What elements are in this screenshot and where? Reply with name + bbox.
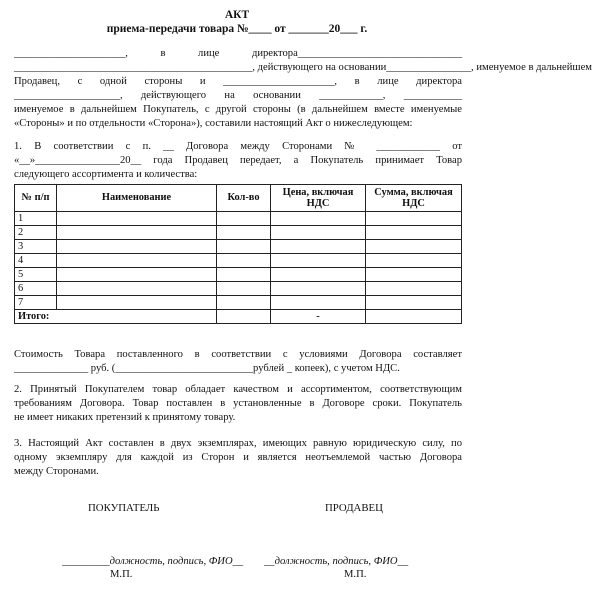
col-header-qty: Кол-во [217, 185, 271, 212]
seller-signature-line: __должность, подпись, ФИО__ [264, 556, 409, 567]
total-price: - [271, 310, 366, 324]
clause3-line-1: 3. Настоящий Акт составлен в двух экземплярах, имеющих равную юридическую силу, по [14, 438, 462, 449]
cost-line-1: Стоимость Товара поставленного в соответствии с условиями Договора составляет [14, 349, 462, 360]
cost-line-2: ______________ руб. (__________________________рублей _ копеек), с учетом НДС. [14, 363, 400, 374]
row-number: 2 [15, 226, 57, 240]
total-label: Итого: [15, 310, 217, 324]
buyer-signature-line: _________должность, подпись, ФИО__ [62, 556, 244, 567]
goods-table [14, 184, 462, 324]
intro-line-2: _____________________________________________, действующего на основании________________, именуемое в дальнейшем [14, 62, 592, 73]
clause2-line-1: 2. Принятый Покупателем товар обладает качеством и ассортиментом, соответствующим [14, 384, 462, 395]
seller-label: ПРОДАВЕЦ [325, 502, 383, 514]
clause3-line-2: одному экземпляру для каждой из Сторон и является неотъемлемой частью Договора [14, 452, 462, 463]
row-number: 3 [15, 240, 57, 254]
table-total-row [15, 310, 462, 324]
col-header-name: Наименование [57, 185, 217, 212]
clause2-line-3: не имеет никаких претензий к принятому товару. [14, 412, 236, 423]
row-number: 5 [15, 268, 57, 282]
col-header-sum: Сумма, включая НДС [366, 185, 462, 212]
table-row [15, 296, 462, 310]
document-subtitle: приема-передачи товара №____ от _______20___ г. [106, 23, 368, 35]
table-row [15, 240, 462, 254]
clause1-line-1: 1. В соответствии с п. __ Договора между Сторонами № ____________ от [14, 141, 462, 152]
col-header-price: Цена, включая НДС [271, 185, 366, 212]
table-row [15, 254, 462, 268]
table-row [15, 268, 462, 282]
intro-line-6: «Стороны» и по отдельности «Сторона»), составили настоящий Акт о нижеследующем: [14, 118, 413, 129]
intro-line-1: _____________________, в лице директора_______________________________ [14, 48, 462, 59]
clause1-line-2: «__»________________20__ года Продавец передает, а Покупатель принимает Товар [14, 155, 462, 166]
clause1-line-3: следующего ассортимента и количества: [14, 169, 198, 180]
table-row [15, 226, 462, 240]
seller-stamp-label: М.П. [344, 569, 367, 580]
table-row [15, 282, 462, 296]
table-header-row [15, 185, 462, 212]
col-header-number: № п/п [15, 185, 57, 212]
table-row [15, 212, 462, 226]
buyer-stamp-label: М.П. [110, 569, 133, 580]
row-number: 4 [15, 254, 57, 268]
clause3-line-3: между Сторонами. [14, 466, 99, 477]
intro-line-3: Продавец, с одной стороны и _____________________, в лице директора [14, 76, 462, 87]
clause2-line-2: требованиям Договора. Товар поставлен в установленные в Договоре сроки. Покупатель [14, 398, 462, 409]
intro-line-5: именуемое в дальнейшем Покупатель, с другой стороны (в дальнейшем вместе именуемые [14, 104, 462, 115]
buyer-label: ПОКУПАТЕЛЬ [88, 502, 160, 514]
document-title: АКТ [224, 9, 250, 21]
row-number: 1 [15, 212, 57, 226]
intro-line-4: ____________________, действующего на основании ____________, ___________ [14, 90, 462, 101]
row-number: 7 [15, 296, 57, 310]
row-number: 6 [15, 282, 57, 296]
